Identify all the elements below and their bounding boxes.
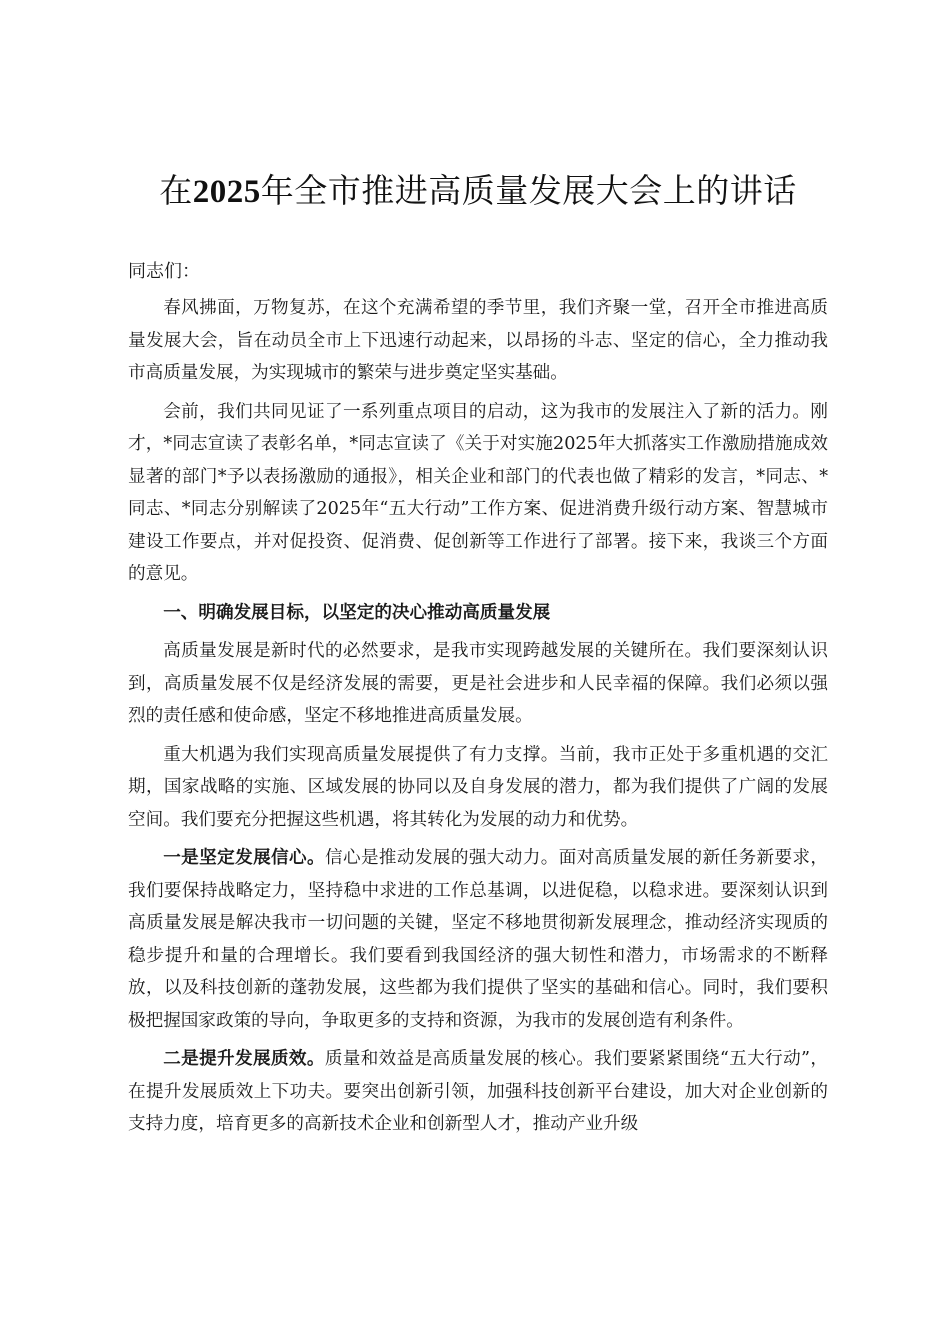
paragraph-context: 会前，我们共同见证了一系列重点项目的启动，这为我市的发展注入了新的活力。刚才，*同志宣读了表彰名单，*同志宣读了《关于对实施2025年大抓落实工作激励措施成效显著的部门*予以表扬激励的通报》，相关企业和部门的代表也做了精彩的发言，*同志、*同志、*同志分别解读了2025年“五大行动”工作方案、促进消费升级行动方案、智慧城市建设工作要点，并对促投资、促消费、促创新等工作进行了部署。接下来，我谈三个方面的意见。 [128,401,828,584]
paragraph-section1-a: 高质量发展是新时代的必然要求，是我市实现跨越发展的关键所在。我们要深刻认识到，高质量发展不仅是经济发展的需要，更是社会进步和人民幸福的保障。我们必须以强烈的责任感和使命感，坚定不移地推进高质量发展。 [128,641,828,726]
point-1-text: 信心是推动发展的强大动力。面对高质量发展的新任务新要求，我们要保持战略定力，坚持稳中求进的工作总基调，以进促稳，以稳求进。要深刻认识到高质量发展是解决我市一切问题的关键，坚定不移地贯彻新发展理念，推动经济实现质的稳步提升和量的合理增长。我们要看到我国经济的强大韧性和潜力，市场需求的不断释放，以及科技创新的蓬勃发展，这些都为我们提供了坚实的基础和信心。同时，我们要积极把握国家政策的导向，争取更多的支持和资源，为我市的发展创造有利条件。 [128,848,828,1031]
document-title [108,166,848,217]
title-year: 2025 [192,174,261,210]
paragraph-section1-b: 重大机遇为我们实现高质量发展提供了有力支撑。当前，我市正处于多重机遇的交汇期，国家战略的实施、区域发展的协同以及自身发展的潜力，都为我们提供了广阔的发展空间。我们要充分把握这些机遇，将其转化为发展的动力和优势。 [128,744,828,830]
paragraph-point-2 [128,1043,828,1141]
section-heading-1: 一、明确发展目标，以坚定的决心推动高质量发展 [163,601,551,623]
paragraph-point-1 [128,842,828,1037]
point-2-text: 质量和效益是高质量发展的核心。我们要紧紧围绕“五大行动”，在提升发展质效上下功夫。要突出创新引领，加强科技创新平台建设，加大对企业创新的支持力度，培育更多的高新技术企业和创新型人才，推动产业升级 [128,1049,828,1134]
salutation: 同志们： [128,261,200,282]
document-body [128,292,828,1147]
title-suffix: 年全市推进高质量发展大会上的讲话 [260,171,797,210]
point-1-lead: 一是坚定发展信心。 [163,847,325,868]
paragraph-opening: 春风拂面，万物复苏，在这个充满希望的季节里，我们齐聚一堂，召开全市推进高质量发展大会，旨在动员全市上下迅速行动起来，以昂扬的斗志、坚定的信心，全力推动我市高质量发展，为实现城市的繁荣与进步奠定坚实基础。 [128,298,828,383]
point-2-lead: 二是提升发展质效。 [163,1048,325,1069]
title-prefix: 在 [159,171,193,210]
